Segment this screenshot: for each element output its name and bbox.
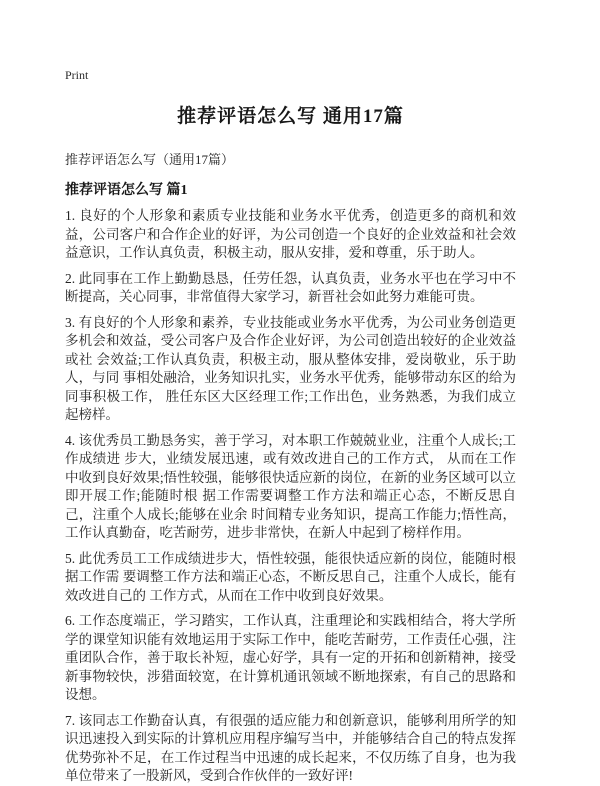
- paragraph-list: [65, 207, 516, 786]
- document-subtitle: 推荐评语怎么写（通用17篇）: [65, 152, 235, 167]
- paragraph-1: 1. 良好的个人形象和素质专业技能和业务水平优秀，创造更多的商机和效益，公司客户和合作企业的好评，为公司创造一个良好的企业效益和社会效益意识，工作认真负责，积极主动，服从安排，爱和尊重，乐于助人。: [65, 208, 516, 260]
- paragraph-6: 6. 工作态度端正，学习踏实，工作认真，注重理论和实践相结合，将大学所学的课堂知识能有效地运用于实际工作中，能吃苦耐劳，工作责任心强，注重团队合作，善于取长补短，虚心好学，具有一定的开拓和创新精神，接受新事物较快，涉猎面较宽，在计算机通讯领域不断地探索，有自己的思路和设想。: [65, 613, 516, 702]
- paragraph-7: 7. 该同志工作勤奋认真，有很强的适应能力和创新意识，能够利用所学的知识迅速投入到实际的计算机应用程序编写当中，并能够结合自己的特点发挥优势弥补不足，在工作过程当中迅速的成长起来，不仅历练了自身，也为我单位带来了一股新风，受到合作伙伴的一致好评!: [65, 712, 516, 783]
- page-title: 推荐评语怎么写 通用17篇: [177, 106, 404, 127]
- paragraph-3: 3. 有良好的个人形象和素养，专业技能或业务水平优秀，为公司业务创造更 多机会和效益，受公司客户及合作企业好评，为公司创造出较好的企业效益或社 会效益;工作认真负责，积极主动，服从整体安排，爱岗敬业，乐于助人，与同 事相处融洽，业务知识扎实，业务水平优秀，能够带动东区的给为同事积极工作， 胜任东区大区经理工作;工作出色，业务熟悉，为我们成立起榜样。: [65, 314, 516, 422]
- paragraph-4: 4. 该优秀员工勤恳务实，善于学习，对本职工作兢兢业业，注重个人成长;工作成绩进 步大，业绩发展迅速，或有效改进自己的工作方式， 从而在工作中收到良好效果;悟性较强，能够很快适应新的岗位，在新的业务区域可以立即开展工作;能随时根 据工作需要调整工作方法和端正心态，不断反思自己，注重个人成长;能够在业余 时间精专业务知识，提高工作能力;悟性高，工作认真勤奋，吃苦耐劳，进步非常快，在新人中起到了榜样作用。: [65, 432, 516, 540]
- paragraph-2: 2. 此同事在工作上勤勤恳恳，任劳任怨，认真负责，业务水平也在学习中不断提高，关心同事，非常值得大家学习，新晋社会如此努力难能可贵。: [65, 270, 516, 304]
- section-heading: 推荐评语怎么写 篇1: [65, 183, 188, 198]
- print-button[interactable]: Print: [65, 68, 89, 82]
- paragraph-5: 5. 此优秀员工工作成绩进步大，悟性较强，能很快适应新的岗位，能随时根据工作需 要调整工作方法和端正心态，不断反思自己，注重个人成长，能有效改进自己的 工作方式，从而在工作中收到良好效果。: [65, 550, 516, 603]
